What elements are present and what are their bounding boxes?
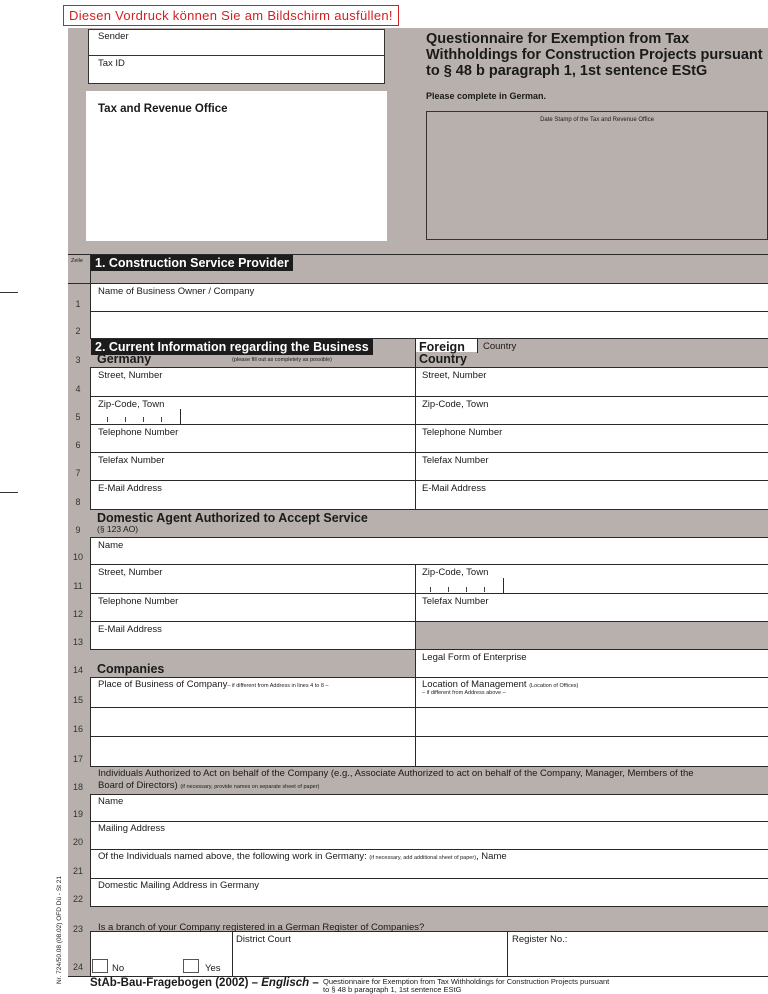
germany-email-label: E-Mail Address [98,483,162,494]
individual-name-label: Name [98,796,124,807]
line-number: 22 [72,894,83,904]
line-number: 20 [72,837,83,847]
line-number: 2 [75,326,81,336]
line-number: 4 [75,384,81,394]
foreign-street-label: Street, Number [422,370,487,381]
individuals-authorized-line-1: Individuals Authorized to Act on behalf of the Company (e.g., Associate Authorized to act on behalf of the Company, Manager, Members of the [98,768,694,779]
register-number-label: Register No.: [512,934,568,945]
fill-on-screen-banner: Diesen Vordruck können Sie am Bildschirm ausfüllen! [63,5,399,26]
sender-field[interactable] [88,29,385,56]
foreign-country-field[interactable] [478,352,768,367]
footer-description-line-1: Questionnaire for Exemption from Tax Withholdings for Construction Projects pursuant [323,977,610,986]
line-number: 19 [72,809,83,819]
germany-note: (please fill out as completely as possible) [232,357,332,363]
individual-mailing-label: Mailing Address [98,823,166,834]
line-number: 16 [72,724,83,734]
germany-work-label: Of the Individuals named above, the following work in Germany: (if necessary, add additional sheet of paper), Name [98,851,507,862]
line-number: 14 [72,665,83,675]
line-number: 15 [72,695,83,705]
complete-in-german-note: Please complete in German. [426,91,547,101]
form-code: Nr. 724/50.08 (08.02) OFD Dü - St 21 [56,875,63,984]
foreign-heading: Foreign [419,340,465,354]
yes-label: Yes [205,963,221,974]
line-number: 17 [72,754,83,764]
line-number: 11 [73,581,83,591]
tax-office-label: Tax and Revenue Office [98,103,228,115]
line-number: 21 [72,866,83,876]
agent-name-label: Name [98,540,124,551]
foreign-fax-label: Telefax Number [422,455,489,466]
line-number: 8 [75,497,81,507]
sender-label: Sender [98,31,129,42]
line-number: 23 [72,924,83,934]
agent-phone-label: Telephone Number [98,596,179,607]
form-title-line-1: Questionnaire for Exemption from Tax [426,31,690,47]
line-number: 18 [72,782,83,792]
date-stamp-box [426,111,768,240]
germany-fax-label: Telefax Number [98,455,165,466]
district-court-field[interactable] [233,946,506,976]
agent-fax-label: Telefax Number [422,596,489,607]
line-number: 7 [75,468,81,478]
line-number: 5 [75,412,81,422]
line-number: 13 [72,637,83,647]
location-management-note: – if different from Address above – [422,690,506,696]
form-title-line-2: Withholdings for Construction Projects pursuant [426,47,763,63]
germany-heading: Germany [97,352,152,366]
business-owner-name-label: Name of Business Owner / Company [98,286,255,297]
companies-heading: Companies [97,662,165,676]
line-number: 12 [72,609,83,619]
no-checkbox[interactable] [92,959,108,973]
date-stamp-label: Date Stamp of the Tax and Revenue Office [540,117,654,123]
individuals-authorized-line-2: Board of Directors) (if necessary, provide names on separate sheet of paper) [98,780,320,791]
register-number-field[interactable] [508,946,768,976]
tax-id-label: Tax ID [98,58,125,69]
domestic-mailing-label: Domestic Mailing Address in Germany [98,880,260,891]
line-number: 3 [75,355,81,365]
no-label: No [112,963,125,974]
agent-email-label: E-Mail Address [98,624,162,635]
foreign-phone-label: Telephone Number [422,427,503,438]
line-number: 10 [72,552,83,562]
tax-id-field[interactable] [88,56,385,84]
business-owner-name-field[interactable] [91,296,767,338]
footer-description-line-2: to § 48 b paragraph 1, 1st sentence EStG [323,985,462,994]
zeile-label: Zeile [71,258,83,264]
foreign-country-label: Country [483,341,517,352]
section-1-heading: 1. Construction Service Provider [91,255,293,271]
germany-street-label: Street, Number [98,370,163,381]
branch-registered-question: Is a branch of your Company registered in a German Register of Companies? [98,922,425,933]
legal-form-label: Legal Form of Enterprise [422,652,527,663]
district-court-label: District Court [236,934,291,945]
place-of-business-label: Place of Business of Company– if different from Address in lines 4 to 8 – [98,679,329,690]
line-number: 9 [75,525,81,535]
foreign-email-label: E-Mail Address [422,483,486,494]
foreign-zip-label: Zip-Code, Town [422,399,489,410]
yes-checkbox[interactable] [183,959,199,973]
line-number: 1 [75,299,81,309]
country-heading: Country [419,352,467,366]
form-title-line-3: to § 48 b paragraph 1, 1st sentence EStG [426,63,708,79]
germany-zip-label: Zip-Code, Town [98,399,165,410]
domestic-agent-ref: (§ 123 AO) [97,524,139,534]
location-management-label: Location of Management (Location of Offices) [422,679,579,690]
domestic-agent-heading: Domestic Agent Authorized to Accept Service [97,511,368,525]
line-number: 24 [72,962,83,972]
agent-zip-label: Zip-Code, Town [422,567,489,578]
agent-street-label: Street, Number [98,567,163,578]
section-2-heading: 2. Current Information regarding the Business [91,339,373,355]
footer-form-title: StAb-Bau-Fragebogen (2002) – Englisch – [90,977,319,989]
line-number: 6 [75,440,81,450]
germany-phone-label: Telephone Number [98,427,179,438]
